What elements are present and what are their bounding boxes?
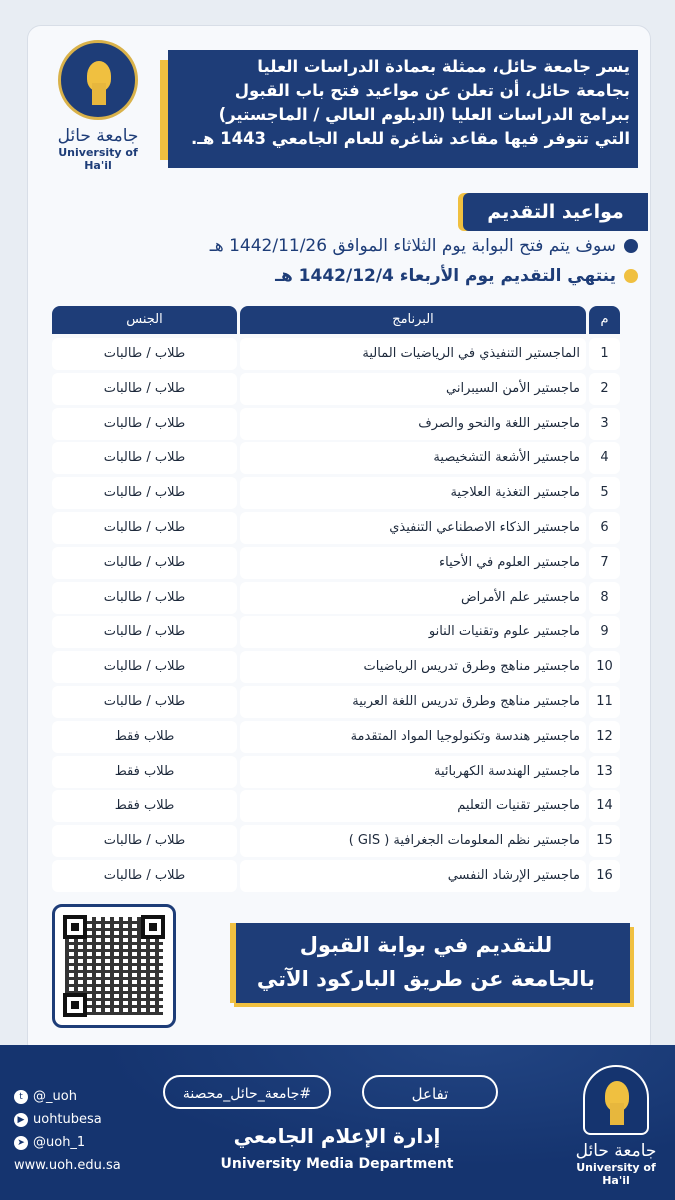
social-item[interactable]: [14, 1085, 121, 1108]
gender-value: طلاب فقط: [52, 721, 237, 753]
program-name: ماجستير التغذية العلاجية: [240, 477, 586, 509]
gender-value: طلاب / طالبات: [52, 442, 237, 474]
program-name: ماجستير الإرشاد النفسي: [240, 860, 586, 892]
row-number: 1: [589, 338, 620, 370]
table-row: [52, 512, 620, 544]
row-number: 4: [589, 442, 620, 474]
social-links: [14, 1085, 121, 1177]
footer-logo-arabic: جامعة حائل: [575, 1141, 657, 1161]
row-number: 8: [589, 582, 620, 614]
table-row: [52, 686, 620, 718]
gender-value: طلاب / طالبات: [52, 860, 237, 892]
social-handle: uohtubesa: [33, 1112, 102, 1127]
gender-value: طلاب / طالبات: [52, 651, 237, 683]
qr-finder: [141, 915, 165, 939]
table-row: [52, 547, 620, 579]
footer-logo: [566, 1065, 666, 1187]
media-department-english: University Media Department: [220, 1156, 454, 1172]
gender-value: طلاب / طالبات: [52, 686, 237, 718]
table-row: [52, 790, 620, 822]
row-number: 16: [589, 860, 620, 892]
table-row: [52, 408, 620, 440]
gender-value: طلاب / طالبات: [52, 547, 237, 579]
logo-english-name: University of Ha'il: [58, 146, 138, 172]
telegram-snapchat-icon: ➤: [14, 1136, 28, 1150]
media-department-arabic: إدارة الإعلام الجامعي: [233, 1124, 441, 1148]
table-row: [52, 860, 620, 892]
deadlines-title: مواعيد التقديم: [463, 193, 648, 231]
deadline-text: سوف يتم فتح البوابة يوم الثلاثاء الموافق 1442/11/26 هـ: [209, 236, 616, 256]
qr-finder: [63, 915, 87, 939]
table-row: [52, 651, 620, 683]
intro-line: يسر جامعة حائل، ممثلة بعمادة الدراسات العليا: [257, 57, 630, 76]
interact-badge: تفاعل: [362, 1075, 498, 1109]
bullet-dot-icon: [624, 269, 638, 283]
gender-value: طلاب / طالبات: [52, 338, 237, 370]
column-header-number: م: [589, 306, 620, 334]
gender-value: طلاب / طالبات: [52, 477, 237, 509]
university-logo: [48, 40, 148, 180]
program-name: ماجستير مناهج وطرق تدريس اللغة العربية: [240, 686, 586, 718]
table-row: [52, 442, 620, 474]
program-name: ماجستير مناهج وطرق تدريس الرياضيات: [240, 651, 586, 683]
bullet-dot-icon: [624, 239, 638, 253]
website-link: www.uoh.edu.sa: [14, 1158, 121, 1173]
deadline-item: [98, 266, 638, 286]
deadline-item: [98, 236, 638, 256]
table-row: [52, 721, 620, 753]
row-number: 9: [589, 616, 620, 648]
program-name: ماجستير الأشعة التشخيصية: [240, 442, 586, 474]
row-number: 15: [589, 825, 620, 857]
intro-line: ببرامج الدراسات العليا (الدبلوم العالي / الماجستير): [218, 105, 630, 124]
apply-line: للتقديم في بوابة القبول: [299, 933, 553, 957]
gender-value: طلاب فقط: [52, 790, 237, 822]
social-item[interactable]: [14, 1131, 121, 1154]
row-number: 2: [589, 373, 620, 405]
column-header-program: البرنامج: [240, 306, 586, 334]
qr-code[interactable]: [52, 904, 176, 1028]
program-name: ماجستير الهندسة الكهربائية: [240, 756, 586, 788]
social-item[interactable]: [14, 1108, 121, 1131]
deadline-text: ينتهي التقديم يوم الأربعاء 1442/12/4 هـ: [275, 266, 616, 286]
row-number: 5: [589, 477, 620, 509]
gender-value: طلاب / طالبات: [52, 373, 237, 405]
program-name: ماجستير الأمن السيبراني: [240, 373, 586, 405]
program-name: ماجستير علوم وتقنيات النانو: [240, 616, 586, 648]
row-number: 10: [589, 651, 620, 683]
program-name: ماجستير علم الأمراض: [240, 582, 586, 614]
youtube-icon: ▶: [14, 1113, 28, 1127]
university-emblem-icon: [583, 1065, 649, 1135]
table-row: [52, 616, 620, 648]
qr-finder: [63, 993, 87, 1017]
hashtag-badge: #جامعة_حائل_محصنة: [163, 1075, 331, 1109]
gender-value: طلاب / طالبات: [52, 582, 237, 614]
gender-value: طلاب / طالبات: [52, 408, 237, 440]
program-name: ماجستير هندسة وتكنولوجيا المواد المتقدمة: [240, 721, 586, 753]
table-row: [52, 825, 620, 857]
program-name: الماجستير التنفيذي في الرياضيات المالية: [240, 338, 586, 370]
table-row: [52, 582, 620, 614]
twitter-icon: t: [14, 1090, 28, 1104]
row-number: 3: [589, 408, 620, 440]
gender-value: طلاب / طالبات: [52, 616, 237, 648]
gender-value: طلاب / طالبات: [52, 512, 237, 544]
row-number: 7: [589, 547, 620, 579]
intro-line: التي تتوفر فيها مقاعد شاغرة للعام الجامعي 1443 هـ.: [191, 129, 630, 148]
intro-accent-bar: [160, 60, 168, 160]
program-name: ماجستير نظم المعلومات الجغرافية ( GIS ): [240, 825, 586, 857]
social-handle: @uoh_1: [33, 1135, 86, 1150]
row-number: 14: [589, 790, 620, 822]
apply-line: بالجامعة عن طريق الباركود الآتي: [256, 967, 596, 991]
program-name: ماجستير اللغة والنحو والصرف: [240, 408, 586, 440]
row-number: 13: [589, 756, 620, 788]
program-name: ماجستير تقنيات التعليم: [240, 790, 586, 822]
row-number: 12: [589, 721, 620, 753]
row-number: 11: [589, 686, 620, 718]
program-name: ماجستير الذكاء الاصطناعي التنفيذي: [240, 512, 586, 544]
logo-arabic-name: جامعة حائل: [57, 126, 139, 146]
apply-text: [236, 928, 616, 996]
social-item[interactable]: [14, 1154, 121, 1177]
table-row: [52, 373, 620, 405]
university-emblem-icon: [58, 40, 138, 120]
gender-value: طلاب فقط: [52, 756, 237, 788]
table-row: [52, 338, 620, 370]
social-handle: @_uoh: [33, 1089, 77, 1104]
gender-value: طلاب / طالبات: [52, 825, 237, 857]
footer-logo-english: University of Ha'il: [576, 1161, 656, 1187]
intro-line: بجامعة حائل، أن تعلن عن مواعيد فتح باب القبول: [234, 81, 630, 100]
column-header-gender: الجنس: [52, 306, 237, 334]
row-number: 6: [589, 512, 620, 544]
table-row: [52, 756, 620, 788]
table-row: [52, 477, 620, 509]
program-name: ماجستير العلوم في الأحياء: [240, 547, 586, 579]
intro-text: [180, 55, 630, 151]
